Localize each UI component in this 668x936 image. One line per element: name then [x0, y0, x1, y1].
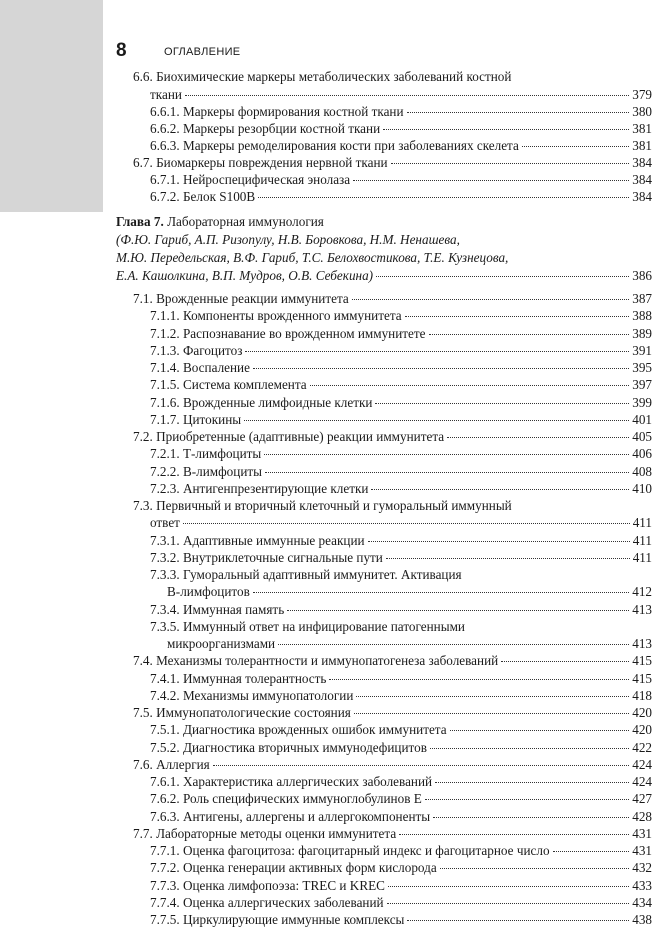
- toc-page-number: 406: [632, 446, 652, 461]
- toc-entry-title: 7.5.1. Диагностика врожденных ошибок иммунитета: [150, 722, 447, 737]
- dot-leader: [388, 886, 629, 887]
- toc-entry-title: 6.6.1. Маркеры формирования костной ткани: [150, 104, 404, 119]
- chapter-title: Лабораторная иммунология: [167, 214, 324, 229]
- dot-leader: [391, 163, 630, 164]
- toc-entry-title: 7.7.2. Оценка генерации активных форм кислорода: [150, 860, 437, 875]
- dot-leader: [310, 385, 630, 386]
- toc-page-number: 412: [632, 584, 652, 599]
- toc-entry-7-3-1[interactable]: [150, 532, 652, 549]
- toc-page-number: 379: [632, 87, 652, 102]
- toc-entry-7-3-3[interactable]: [167, 583, 652, 600]
- toc-entry-7-7-5[interactable]: [150, 911, 652, 928]
- toc-entry-7-1-4[interactable]: [150, 359, 652, 376]
- toc-page-number: 413: [632, 602, 652, 617]
- toc-entry-7-4-2[interactable]: [150, 687, 652, 704]
- toc-page-number: 427: [632, 791, 652, 806]
- dot-leader: [354, 713, 629, 714]
- dot-leader: [553, 851, 630, 852]
- margin-tab: [0, 0, 103, 212]
- toc-page-number: 424: [632, 774, 652, 789]
- toc-page-number: 381: [632, 138, 652, 153]
- toc-page-number: 418: [632, 688, 652, 703]
- dot-leader: [387, 903, 630, 904]
- dot-leader: [407, 920, 629, 921]
- toc-entry-title: 7.2. Приобретенные (адаптивные) реакции иммунитета: [133, 429, 445, 444]
- dot-leader: [450, 730, 630, 731]
- toc-entry-title: 7.1.3. Фагоцитоз: [150, 343, 243, 358]
- toc-entry-title: 7.1.1. Компоненты врожденного иммунитета: [150, 308, 402, 323]
- dot-leader: [329, 679, 629, 680]
- dot-leader: [213, 765, 629, 766]
- toc-page-number: 389: [632, 326, 652, 341]
- toc-page-number: 431: [632, 826, 652, 841]
- toc-page-number: 420: [632, 722, 652, 737]
- dot-leader: [407, 112, 630, 113]
- dot-leader: [522, 146, 629, 147]
- toc-entry-7-3-5[interactable]: [167, 635, 652, 652]
- toc-entry-7-1-7[interactable]: [150, 411, 652, 428]
- toc-page-number: 424: [632, 757, 652, 772]
- toc-entry-7-2-2[interactable]: [150, 463, 652, 480]
- toc-entry-7-1-5[interactable]: [150, 376, 652, 393]
- toc-page-number: 380: [632, 104, 652, 119]
- toc-entry-7-7-3[interactable]: [150, 877, 652, 894]
- toc-entry-title: 6.6.3. Маркеры ремоделирования кости при заболеваниях скелета: [150, 138, 519, 153]
- toc-entry-7-1[interactable]: [133, 290, 652, 307]
- dot-leader: [265, 472, 629, 473]
- toc-entry-title: 7.2.2. В-лимфоциты: [150, 464, 263, 479]
- toc-entry-title: 7.4.2. Механизмы иммунопатологии: [150, 688, 354, 703]
- chapter-authors-text: Е.А. Кашолкина, В.П. Мудров, О.В. Себекина): [116, 268, 374, 283]
- dot-leader: [501, 661, 629, 662]
- toc-page-number: 432: [632, 860, 652, 875]
- toc-entry-title: 6.7.2. Белок S100B: [150, 189, 256, 204]
- toc-entry-title: 7.2.1. Т-лимфоциты: [150, 446, 262, 461]
- dot-leader: [352, 299, 629, 300]
- toc-entry-7-3-3-title[interactable]: 7.3.3. Гуморальный адаптивный иммунитет. Активация: [150, 567, 462, 582]
- toc-entry-title: 7.1.2. Распознавание во врожденном иммунитете: [150, 326, 426, 341]
- toc-entry-title: микроорганизмами: [167, 636, 276, 651]
- dot-leader: [430, 748, 629, 749]
- toc-entry-7-5[interactable]: [133, 704, 652, 721]
- chapter-authors-line-1: (Ф.Ю. Гариб, А.П. Ризопулу, Н.В. Боровкова, Н.М. Ненашева,: [116, 232, 460, 247]
- toc-entry-title: 7.4. Механизмы толерантности и иммунопатогенеза заболеваний: [133, 653, 499, 668]
- dot-leader: [258, 197, 629, 198]
- toc-page-number: 395: [632, 360, 652, 375]
- chapter-heading[interactable]: [116, 213, 652, 230]
- toc-entry-7-3-title[interactable]: 7.3. Первичный и вторичный клеточный и гуморальный иммунный: [133, 498, 512, 513]
- toc-entry-title: 7.4.1. Иммунная толерантность: [150, 671, 327, 686]
- toc-entry-title: 7.6. Аллергия: [133, 757, 210, 772]
- dot-leader: [253, 592, 629, 593]
- toc-page-number: 415: [632, 653, 652, 668]
- dot-leader: [425, 799, 629, 800]
- toc-page-number: 399: [632, 395, 652, 410]
- toc-entry-title: 7.5. Иммунопатологические состояния: [133, 705, 351, 720]
- toc-page-number: 420: [632, 705, 652, 720]
- dot-leader: [278, 644, 629, 645]
- toc-page-number: 410: [632, 481, 652, 496]
- dot-leader: [371, 489, 629, 490]
- toc-entry-title: 7.7.3. Оценка лимфопоэза: TREC и KREC: [150, 878, 385, 893]
- toc-entry-7-2-3[interactable]: [150, 480, 652, 497]
- dot-leader: [383, 129, 629, 130]
- toc-entry-title: 7.3.2. Внутриклеточные сигнальные пути: [150, 550, 383, 565]
- toc-page-number: 384: [632, 172, 652, 187]
- toc-entry-title: 7.5.2. Диагностика вторичных иммунодефицитов: [150, 740, 427, 755]
- toc-entry-6-6-1[interactable]: [150, 103, 652, 120]
- toc-page-number: 387: [632, 291, 652, 306]
- chapter-label: Глава 7.: [116, 214, 164, 229]
- dot-leader: [375, 403, 629, 404]
- toc-page-number: 388: [632, 308, 652, 323]
- toc-entry-6-7-2[interactable]: [150, 188, 652, 205]
- toc-entry-7-7-1[interactable]: [150, 842, 652, 859]
- toc-entry-title: 7.1.7. Цитокины: [150, 412, 242, 427]
- toc-entry-7-7-4[interactable]: [150, 894, 652, 911]
- toc-entry-7-4-1[interactable]: [150, 670, 652, 687]
- toc-page-number: 381: [632, 121, 652, 136]
- toc-entry-6-6-3[interactable]: [150, 137, 652, 154]
- toc-page-number: 386: [632, 268, 652, 283]
- dot-leader: [185, 95, 629, 96]
- toc-entry-title: 6.6.2. Маркеры резорбции костной ткани: [150, 121, 381, 136]
- toc-entry-6-7-1[interactable]: [150, 171, 652, 188]
- dot-leader: [353, 180, 629, 181]
- toc-entry-title: ответ: [150, 515, 180, 530]
- toc-entry-7-7[interactable]: [133, 825, 652, 842]
- dot-leader: [447, 437, 629, 438]
- running-title: ОГЛАВЛЕНИЕ: [164, 46, 241, 58]
- toc-entry-6-6[interactable]: [150, 86, 652, 103]
- toc-page-number: 434: [632, 895, 652, 910]
- dot-leader: [264, 454, 629, 455]
- toc-entry-7-7-2[interactable]: [150, 859, 652, 876]
- page-number: 8: [116, 40, 127, 61]
- toc-entry-7-1-6[interactable]: [150, 394, 652, 411]
- toc-entry-6-7[interactable]: [133, 154, 652, 171]
- toc-page-number: 411: [632, 550, 652, 565]
- toc-entry-title: 7.1. Врожденные реакции иммунитета: [133, 291, 349, 306]
- toc-entry-title: ткани: [150, 87, 182, 102]
- toc-entry-7-2[interactable]: [133, 428, 652, 445]
- dot-leader: [183, 523, 630, 524]
- dot-leader: [287, 610, 629, 611]
- toc-entry-6-6-title[interactable]: 6.6. Биохимические маркеры метаболических заболеваний костной: [133, 69, 512, 84]
- dot-leader: [399, 834, 629, 835]
- dot-leader: [356, 696, 629, 697]
- toc-entry-title: 7.1.4. Воспаление: [150, 360, 250, 375]
- toc-entry-7-3[interactable]: [150, 514, 652, 531]
- dot-leader: [245, 351, 629, 352]
- toc-page-number: 415: [632, 671, 652, 686]
- toc-entry-title: 6.7. Биомаркеры повреждения нервной ткани: [133, 155, 388, 170]
- toc-entry-7-2-1[interactable]: [150, 445, 652, 462]
- toc-entry-7-6-2[interactable]: [150, 790, 652, 807]
- toc-entry-7-3-5-title[interactable]: 7.3.5. Иммунный ответ на инфицирование патогенными: [150, 619, 465, 634]
- toc-entry-7-1-3[interactable]: [150, 342, 652, 359]
- toc-entry-7-4[interactable]: [133, 652, 652, 669]
- toc-entry-title: 7.6.3. Антигены, аллергены и аллергокомпоненты: [150, 809, 431, 824]
- toc-entry-title: 7.1.6. Врожденные лимфоидные клетки: [150, 395, 373, 410]
- toc-page-number: 401: [632, 412, 652, 427]
- dot-leader: [386, 558, 630, 559]
- toc-page-number: 411: [632, 515, 652, 530]
- toc-entry-7-1-2[interactable]: [150, 325, 652, 342]
- toc-page-number: 433: [632, 878, 652, 893]
- toc-page-number: 428: [632, 809, 652, 824]
- toc-entry-7-1-1[interactable]: [150, 307, 652, 324]
- toc-page-number: 408: [632, 464, 652, 479]
- toc-page-number: 397: [632, 377, 652, 392]
- toc-entry-7-5-1[interactable]: [150, 721, 652, 738]
- toc-page-number: 384: [632, 189, 652, 204]
- dot-leader: [435, 782, 629, 783]
- toc-page-number: 438: [632, 912, 652, 927]
- dot-leader: [440, 868, 630, 869]
- toc-page-number: 384: [632, 155, 652, 170]
- toc-entry-7-6-1[interactable]: [150, 773, 652, 790]
- toc-page-number: 431: [632, 843, 652, 858]
- toc-entry-6-6-2[interactable]: [150, 120, 652, 137]
- toc-entry-title: 7.3.1. Адаптивные иммунные реакции: [150, 533, 365, 548]
- dot-leader: [405, 316, 630, 317]
- toc-entry-title: 7.7.4. Оценка аллергических заболеваний: [150, 895, 384, 910]
- dot-leader: [376, 276, 629, 277]
- toc-entry-title: 7.2.3. Антигенпрезентирующие клетки: [150, 481, 369, 496]
- dot-leader: [253, 368, 629, 369]
- toc-page-number: 391: [632, 343, 652, 358]
- toc-page-number: 405: [632, 429, 652, 444]
- dot-leader: [429, 334, 630, 335]
- chapter-authors-line-2: М.Ю. Передельская, В.Ф. Гариб, Т.С. Белохвостикова, Т.Е. Кузнецова,: [116, 250, 509, 265]
- toc-entry-7-3-4[interactable]: [150, 601, 652, 618]
- toc-entry-title: 7.7. Лабораторные методы оценки иммунитета: [133, 826, 397, 841]
- toc-entry-title: 6.7.1. Нейроспецифическая энолаза: [150, 172, 351, 187]
- toc-entry-title: 7.3.4. Иммунная память: [150, 602, 285, 617]
- toc-entry-7-6[interactable]: [133, 756, 652, 773]
- toc-entry-title: 7.6.2. Роль специфических иммуноглобулинов Е: [150, 791, 422, 806]
- chapter-authors-line-3[interactable]: [116, 267, 652, 284]
- toc-entry-title: 7.7.1. Оценка фагоцитоза: фагоцитарный индекс и фагоцитарное число: [150, 843, 550, 858]
- toc-page-number: 413: [632, 636, 652, 651]
- toc-entry-title: 7.1.5. Система комплемента: [150, 377, 307, 392]
- toc-page-number: 422: [632, 740, 652, 755]
- toc-entry-title: В-лимфоцитов: [167, 584, 250, 599]
- toc-entry-title: 7.7.5. Циркулирующие иммунные комплексы: [150, 912, 405, 927]
- toc-entry-7-3-2[interactable]: [150, 549, 652, 566]
- toc-entry-7-6-3[interactable]: [150, 808, 652, 825]
- toc-entry-7-5-2[interactable]: [150, 739, 652, 756]
- toc-entry-title: 7.6.1. Характеристика аллергических заболеваний: [150, 774, 433, 789]
- dot-leader: [433, 817, 629, 818]
- toc-page-number: 411: [632, 533, 652, 548]
- dot-leader: [244, 420, 629, 421]
- dot-leader: [368, 541, 630, 542]
